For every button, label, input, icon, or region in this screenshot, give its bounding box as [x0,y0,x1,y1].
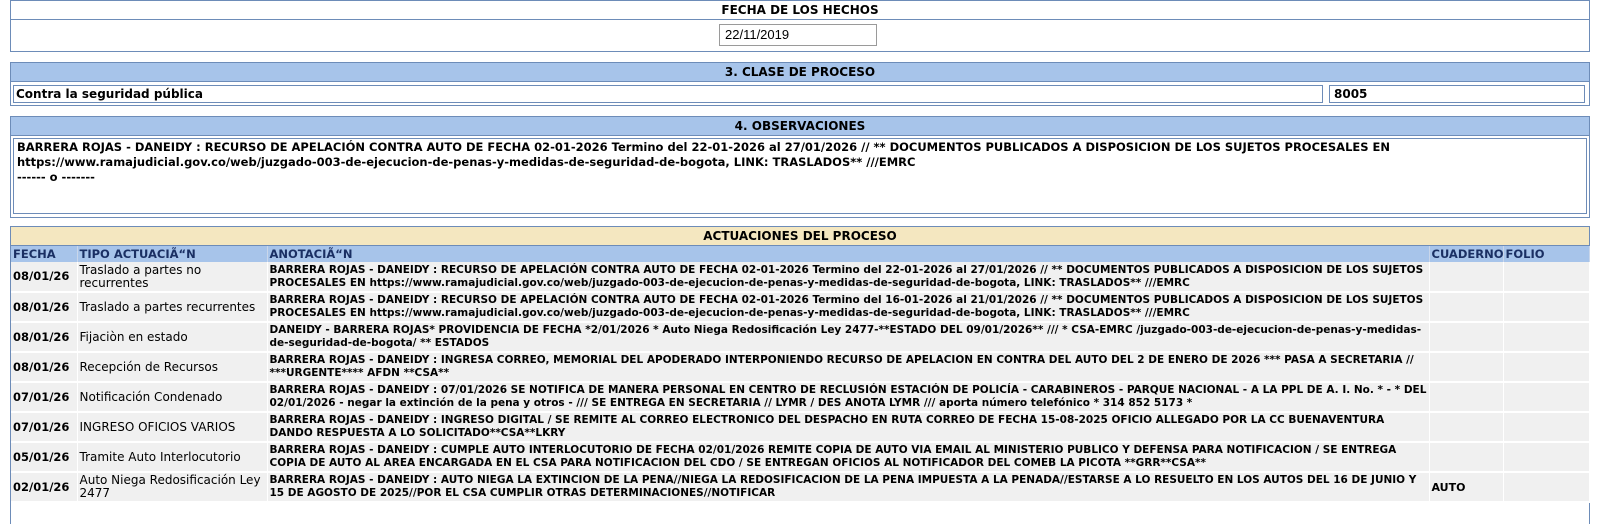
table-row [11,382,1589,412]
col-fecha-header: FECHA [11,246,77,262]
col-anotacion-header: ANOTACIÃ“N [267,246,1429,262]
clase-proceso-text: Contra la seguridad pública [13,85,1323,103]
table-row [11,412,1589,442]
row-cuaderno [1429,322,1503,352]
observaciones-line: BARRERA ROJAS - DANEIDY : RECURSO DE APELACIÓN CONTRA AUTO DE FECHA 02-01-2026 Termino del 22-01-2026 al 27/01/2026 // ** DOCUMENTOS PUBLICADOS A DISPOSICION DE LOS SUJETOS PROCESALES EN [17,140,1391,154]
row-folio [1503,412,1589,442]
row-folio [1503,472,1589,502]
row-folio [1503,382,1589,412]
col-cuaderno-header: CUADERNO [1429,246,1503,262]
row-folio [1503,262,1589,292]
table-row [11,322,1589,352]
row-cuaderno [1429,412,1503,442]
row-fecha: 07/01/26 [11,412,77,442]
row-fecha: 02/01/26 [11,472,77,502]
row-folio [1503,292,1589,322]
row-anotacion: DANEIDY - BARRERA ROJAS* PROVIDENCIA DE FECHA *2/01/2026 * Auto Niega Redosificación Ley 2477-**ESTADO DEL 09/01/2026** /// * CSA-EMRC /juzgado-003-de-ejecucion-de-penas-y-medidas-de-seguridad-de-bogota/ ** ESTADOS [267,322,1429,352]
row-anotacion: BARRERA ROJAS - DANEIDY : RECURSO DE APELACIÓN CONTRA AUTO DE FECHA 02-01-2026 Termino del 16-01-2026 al 21/01/2026 // ** DOCUMENTOS PUBLICADOS A DISPOSICION DE LOS SUJETOS PROCESALES EN https://www.ramajudicial.gov.co/web/juzgado-003-de-ejecucion-de-penas-y-medidas-de-seguridad-de-bogota, LINK: TRASLADOS** ///EMRC [267,292,1429,322]
clase-proceso-header: 3. CLASE DE PROCESO [11,63,1589,82]
actuaciones-table [11,246,1590,503]
table-row [11,352,1589,382]
row-tipo: Fijaciòn en estado [77,322,267,352]
row-tipo: Traslado a partes no recurrentes [77,262,267,292]
row-anotacion: BARRERA ROJAS - DANEIDY : AUTO NIEGA LA EXTINCION DE LA PENA//NIEGA LA REDOSIFICACION DE LA PENA IMPUESTA A LA PENADA//ESTARSE A LO RESUELTO EN LOS AUTOS DEL 16 DE JUNIO Y 15 DE AGOSTO DE 2025//POR EL CSA CUMPLIR OTRAS DETERMINACIONES//NOTIFICAR [267,472,1429,502]
row-anotacion: BARRERA ROJAS - DANEIDY : INGRESO DIGITAL / SE REMITE AL CORREO ELECTRONICO DEL DESPACHO EN RUTA CORREO DE FECHA 15-08-2025 OFICIO ALLEGADO POR LA CC BUENAVENTURA DANDO RESPUESTA A LO SOLICITADO**CSA**LKRY [267,412,1429,442]
observaciones-panel [10,116,1590,218]
row-anotacion: BARRERA ROJAS - DANEIDY : CUMPLE AUTO INTERLOCUTORIO DE FECHA 02/01/2026 REMITE COPIA DE AUTO VIA EMAIL AL MINISTERIO PUBLICO Y DEFENSA PARA NOTIFICACION / SE ENTREGA COPIA DE AUTO AL AREA ENCARGADA EN EL CSA PARA NOTIFICACION DEL CDO / SE ENTREGAN OFICIOS AL NOTIFICADOR DEL COMEB LA PICOTA **GRR**CSA** [267,442,1429,472]
row-folio [1503,352,1589,382]
row-cuaderno [1429,442,1503,472]
table-row [11,472,1589,502]
row-anotacion: BARRERA ROJAS - DANEIDY : 07/01/2026 SE NOTIFICA DE MANERA PERSONAL EN CENTRO DE RECLUSIÓN ESTACIÓN DE POLICÍA - CARABINEROS - PARQUE NACIONAL - A LA PPL DE A. I. No. * - * DEL 02/01/2026 - negar la extinción de la pena y otros - /// SE ENTREGA EN SECRETARIA // LYMR / DES ANOTA LYMR /// aporta número telefónico * 314 852 5173 * [267,382,1429,412]
col-folio-header: FOLIO [1503,246,1589,262]
row-tipo: Traslado a partes recurrentes [77,292,267,322]
col-tipo-header: TIPO ACTUACIÃ“N [77,246,267,262]
observaciones-text [13,138,1587,214]
row-folio [1503,442,1589,472]
fecha-hechos-field[interactable]: 22/11/2019 [719,24,877,46]
row-cuaderno [1429,352,1503,382]
table-row [11,262,1589,292]
row-folio [1503,322,1589,352]
row-fecha: 08/01/26 [11,262,77,292]
clase-proceso-panel [10,62,1590,106]
row-anotacion: BARRERA ROJAS - DANEIDY : INGRESA CORREO, MEMORIAL DEL APODERADO INTERPONIENDO RECURSO DE APELACION EN CONTRA DEL AUTO DEL 2 DE ENERO DE 2026 *** PASA A SECRETARIA // ***URGENTE**** AFDN **CSA** [267,352,1429,382]
row-anotacion: BARRERA ROJAS - DANEIDY : RECURSO DE APELACIÓN CONTRA AUTO DE FECHA 02-01-2026 Termino del 22-01-2026 al 27/01/2026 // ** DOCUMENTOS PUBLICADOS A DISPOSICION DE LOS SUJETOS PROCESALES EN https://www.ramajudicial.gov.co/web/juzgado-003-de-ejecucion-de-penas-y-medidas-de-seguridad-de-bogota, LINK: TRASLADOS** ///EMRC [267,262,1429,292]
row-fecha: 08/01/26 [11,322,77,352]
observaciones-line: ------ o ------- [17,170,95,184]
row-fecha: 05/01/26 [11,442,77,472]
row-fecha: 07/01/26 [11,382,77,412]
row-tipo: Auto Niega Redosificación Ley 2477 [77,472,267,502]
fecha-hechos-header: FECHA DE LOS HECHOS [11,1,1589,20]
row-fecha: 08/01/26 [11,292,77,322]
table-row [11,292,1589,322]
row-cuaderno [1429,262,1503,292]
row-tipo: Notificación Condenado [77,382,267,412]
actuaciones-header-row [11,246,1589,262]
row-tipo: Recepción de Recursos [77,352,267,382]
table-row [11,442,1589,472]
fecha-hechos-panel [10,0,1590,52]
row-fecha: 08/01/26 [11,352,77,382]
actuaciones-header: ACTUACIONES DEL PROCESO [11,227,1589,246]
row-tipo: Tramite Auto Interlocutorio [77,442,267,472]
observaciones-line: https://www.ramajudicial.gov.co/web/juzgado-003-de-ejecucion-de-penas-y-medidas-de-seguridad-de-bogota, LINK: TRASLADOS** ///EMRC [17,155,916,169]
observaciones-header: 4. OBSERVACIONES [11,117,1589,136]
row-tipo: INGRESO OFICIOS VARIOS [77,412,267,442]
clase-proceso-code: 8005 [1329,85,1585,103]
actuaciones-body [11,262,1589,502]
row-cuaderno [1429,382,1503,412]
actuaciones-panel [10,226,1590,524]
row-cuaderno: AUTO [1429,472,1503,502]
row-cuaderno [1429,292,1503,322]
